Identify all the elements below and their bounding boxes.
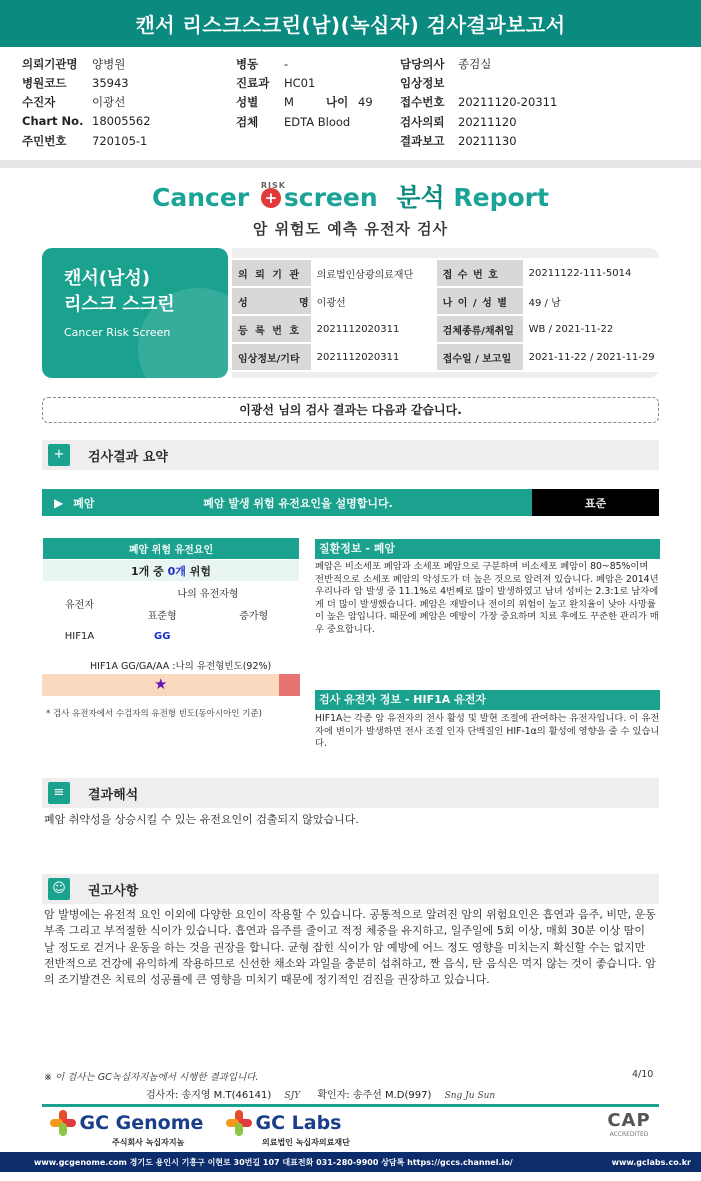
brand-subtitle: 암 위험도 예측 유전자 검사 <box>252 220 449 238</box>
frequency-bar <box>42 674 300 696</box>
meta-row-receipt-no <box>400 94 557 110</box>
meta-row-patient <box>22 94 125 110</box>
meta-value: 720105-1 <box>92 134 148 148</box>
info-row <box>232 259 659 287</box>
info-row <box>232 287 659 315</box>
info-label: 접수일 / 보고일 <box>437 343 523 371</box>
meta-label: 성별 <box>236 95 259 109</box>
info-label: 의 뢰 기 관 <box>232 259 311 287</box>
meta-label: 병동 <box>236 57 259 71</box>
info-value: 이광선 <box>311 287 437 315</box>
advice-text: 암 발병에는 유전적 요인 이외에 다양한 요인이 작용할 수 있습니다. 공통적으로 알려진 암의 위험요인은 흡연과 음주, 비만, 운동 부족 그리고 부적절한 식이가 있습니다. 흡연과 음주를 줄이고 적정 체중을 유지하고, 일주일에 5회 이상, 매회 30분 이상 땀이 날 정도로 걷거나 운동을 하는 것을 권장을 합니다. 균형 잡힌 식이가 암 예방에 어느 정도 영향을 미치는지 확신할 수는 없지만 전반적으로 건강에 유익하게 작용하므로 신선한 채소와 과일을 충분히 섭취하고, 짠 음식, 탄 음식은 먹지 않는 것이 좋습니다. 암의 조기발견은 치료의 성공률에 큰 영향을 미치기 때문에 정기적인 검진을 권장하고 있습니다. <box>44 908 656 987</box>
frequency-footnote: * 검사 유전자에서 수검자의 유전형 빈도(동아시아인 기준) <box>46 709 262 719</box>
examiner: 검사자: 송지영 M.T(46141) <box>146 1090 272 1101</box>
interpretation-text: 폐암 취약성을 상승시킬 수 있는 유전요인이 검출되지 않았습니다. <box>44 813 359 826</box>
info-row <box>232 343 659 371</box>
table-row <box>43 626 300 648</box>
meta-label: 접수번호 <box>400 95 445 109</box>
meta-value: M <box>284 95 294 109</box>
meta-label: 검체 <box>236 115 259 129</box>
meta-row-ward <box>236 56 288 72</box>
card-line2: 리스크 스크린 <box>64 294 175 315</box>
logo-subtitle: 의료법인 녹십자의료재단 <box>262 1138 350 1147</box>
gc-cross-icon <box>226 1110 252 1136</box>
meta-row-sex <box>236 94 373 110</box>
disease-info-header: 질환정보 - 폐암 <box>315 539 660 559</box>
meta-row-request-date <box>400 114 517 130</box>
risk-prefix: 1개 중 <box>131 564 168 578</box>
info-value: 2021112020311 <box>311 315 437 343</box>
meta-row-report-date <box>400 133 517 149</box>
meta-row-department <box>236 75 315 91</box>
info-label: 접 수 번 호 <box>437 259 523 287</box>
result-notice: 이광선 님의 검사 결과는 다음과 같습니다. <box>42 397 659 423</box>
gc-cross-icon <box>50 1110 76 1136</box>
meta-row-institution <box>22 56 125 72</box>
info-label: 등 록 번 호 <box>232 315 311 343</box>
section-summary-header <box>42 440 659 470</box>
meta-value: 양병원 <box>92 57 126 71</box>
meta-label: 결과보고 <box>400 134 445 148</box>
contact-bar <box>0 1152 701 1172</box>
logo-subtitle: 주식회사 녹십자지놈 <box>112 1138 185 1147</box>
meta-value: 18005562 <box>92 114 151 128</box>
section-interpretation-header <box>42 778 659 808</box>
cancer-bar-left <box>42 489 532 516</box>
person-chat-icon: ☺ <box>48 878 70 900</box>
status-badge: 표준 <box>532 489 659 516</box>
logo-analysis: 분석 <box>396 183 445 212</box>
info-table <box>232 258 659 372</box>
plus-icon: RISK + <box>261 188 281 208</box>
meta-label: 진료과 <box>236 76 270 90</box>
meta-row-hospital-code <box>22 75 129 91</box>
logo-cancer: Cancer <box>152 183 250 212</box>
star-marker-icon: ★ <box>154 675 168 693</box>
logo-name: GC Genome <box>79 1112 204 1134</box>
meta-label: Chart No. <box>22 114 84 128</box>
confirmer: 확인자: 송주선 M.D(997) <box>317 1090 432 1101</box>
info-value: 의료법인삼광의료재단 <box>311 259 437 287</box>
meta-label: 수진자 <box>22 95 56 109</box>
website-link[interactable]: www.gclabs.co.kr <box>611 1157 691 1167</box>
patient-info-box <box>42 248 659 378</box>
meta-label: 나이 <box>326 95 349 109</box>
meta-row-doctor <box>400 56 491 72</box>
cap-subtitle: ACCREDITED <box>609 1131 649 1138</box>
meta-label: 검사의뢰 <box>400 115 445 129</box>
meta-row-resident-no <box>22 133 147 149</box>
info-value: 2021112020311 <box>311 343 437 371</box>
meta-row-clinical-info <box>400 75 458 91</box>
meta-value: 20211130 <box>458 134 517 148</box>
section-advice-header <box>42 874 659 904</box>
examiner-signature: SJY <box>284 1091 301 1101</box>
meta-value: 35943 <box>92 76 129 90</box>
meta-value: - <box>284 57 289 71</box>
brand-logo <box>0 178 701 214</box>
info-label: 성 명 <box>232 287 311 315</box>
meta-row-chart-no <box>22 114 151 128</box>
meta-label: 임상정보 <box>400 76 445 90</box>
info-label: 임상정보/기타 <box>232 343 311 371</box>
gene-info-header: 검사 유전자 정보 - HIF1A 유전자 <box>315 690 660 710</box>
footer-note: ※ 이 검사는 GC녹십자지놈에서 시행한 결과입니다. <box>44 1072 259 1083</box>
meta-value: 이광선 <box>92 95 126 109</box>
cancer-bar <box>42 489 659 516</box>
cancer-description: 폐암 발생 위험 유전요인을 설명합니다. <box>203 496 393 510</box>
meta-label: 병원코드 <box>22 76 67 90</box>
footer-divider <box>42 1104 659 1107</box>
cancer-name: 폐암 <box>73 496 95 510</box>
signature-row <box>146 1086 509 1101</box>
logo-report: Report <box>453 183 549 212</box>
table-row <box>43 582 300 604</box>
cap-name: CAP <box>607 1110 651 1131</box>
info-label: 나 이 / 성 별 <box>437 287 523 315</box>
patient-metadata <box>0 52 701 160</box>
report-title: 캔서 리스크스크린(남)(녹십자) 검사결과보고서 <box>0 0 701 47</box>
meta-row-specimen <box>236 114 350 130</box>
col-my-genotype: 나의 유전자형 <box>117 582 300 604</box>
folder-plus-icon: + <box>48 444 70 466</box>
section-title: 결과해석 <box>88 787 139 803</box>
cap-accredited-logo <box>596 1110 662 1146</box>
gene-value: GG <box>117 626 208 648</box>
col-increased: 증가형 <box>208 604 300 626</box>
section-title: 권고사항 <box>88 883 139 899</box>
info-value: WB / 2021-11-22 <box>523 315 659 343</box>
meta-value: 종검실 <box>458 57 492 71</box>
info-label: 검체종류/채취일 <box>437 315 523 343</box>
meta-label: 주민번호 <box>22 134 67 148</box>
product-card <box>42 248 228 378</box>
divider <box>0 160 701 168</box>
gc-genome-logo <box>50 1110 204 1147</box>
table-title: 폐암 위험 유전요인 <box>43 538 300 560</box>
frequency-label: HIF1A GG/GA/AA :나의 유전형빈도(92%) <box>90 661 272 672</box>
table-row <box>43 538 300 560</box>
disease-info-text: 폐암은 비소세포 폐암과 소세포 폐암으로 구분하며 비소세포 폐암이 80~85%이며 전반적으로 소세포 폐암의 악성도가 더 높은 것으로 알려져 있습니다. 폐암은 2014년 우리나라 암 발생 중 11.1%로 4번째로 많이 발생하였고 남녀 성비는 2.3:1로 남자에게 더 많이 발생했습니다. 폐암은 재발이나 전이의 위험이 높고 완치율이 낮아 사망률이 높은 암입니다. 때문에 폐암은 예방이 가장 중요하며 치료 후에도 꾸준한 관리가 매우 중요합니다. <box>315 561 659 635</box>
meta-value: 20211120 <box>458 115 517 129</box>
gene-increased <box>208 626 300 648</box>
contact-info: www.gcgenome.com 경기도 용인시 기흥구 이현로 30번길 107 대표전화 031-280-9900 상담톡 https://gccs.channel.io/ <box>34 1157 513 1167</box>
page-number: 4/10 <box>632 1069 654 1080</box>
gene-name: HIF1A <box>43 626 117 648</box>
card-line1: 캔서(남성) <box>64 268 151 289</box>
play-arrow-icon: ▶ <box>54 495 64 510</box>
meta-label: 담당의사 <box>400 57 445 71</box>
meta-value: 20211120-20311 <box>458 95 558 109</box>
risk-summary <box>43 560 300 582</box>
info-value: 20211122-111-5014 <box>523 259 659 287</box>
cancer-screen-logo <box>152 178 549 214</box>
card-english: Cancer Risk Screen <box>64 326 171 339</box>
section-title: 검사결과 요약 <box>88 449 168 465</box>
logo-name: GC Labs <box>255 1112 342 1134</box>
table-row <box>43 560 300 582</box>
col-gene: 유전자 <box>43 582 117 626</box>
info-value: 49 / 남 <box>523 287 659 315</box>
clipboard-icon: ≡ <box>48 782 70 804</box>
logo-risk: RISK <box>260 181 286 190</box>
gene-info-text: HIF1A는 각종 암 유전자의 전사 활성 및 발현 조절에 관여하는 유전자입니다. 이 유전자에 변이가 발생하면 전사 조절 인자 단백질인 HIF-1α의 활성에 영향을 줄 수 있습니다. <box>315 713 660 749</box>
frequency-bar-minor <box>279 674 300 696</box>
meta-value: 49 <box>358 95 373 109</box>
risk-count: 0개 <box>167 564 186 578</box>
logo-screen: screen <box>283 183 378 212</box>
gc-labs-logo <box>226 1110 350 1147</box>
genotype-table <box>42 537 300 648</box>
info-value: 2021-11-22 / 2021-11-29 <box>523 343 659 371</box>
meta-value: HC01 <box>284 76 316 90</box>
col-standard: 표준형 <box>117 604 208 626</box>
info-row <box>232 315 659 343</box>
meta-value: EDTA Blood <box>284 115 351 129</box>
meta-label: 의뢰기관명 <box>22 57 78 71</box>
confirmer-signature: Sng Ju Sun <box>444 1091 496 1101</box>
risk-suffix: 위험 <box>185 564 211 578</box>
